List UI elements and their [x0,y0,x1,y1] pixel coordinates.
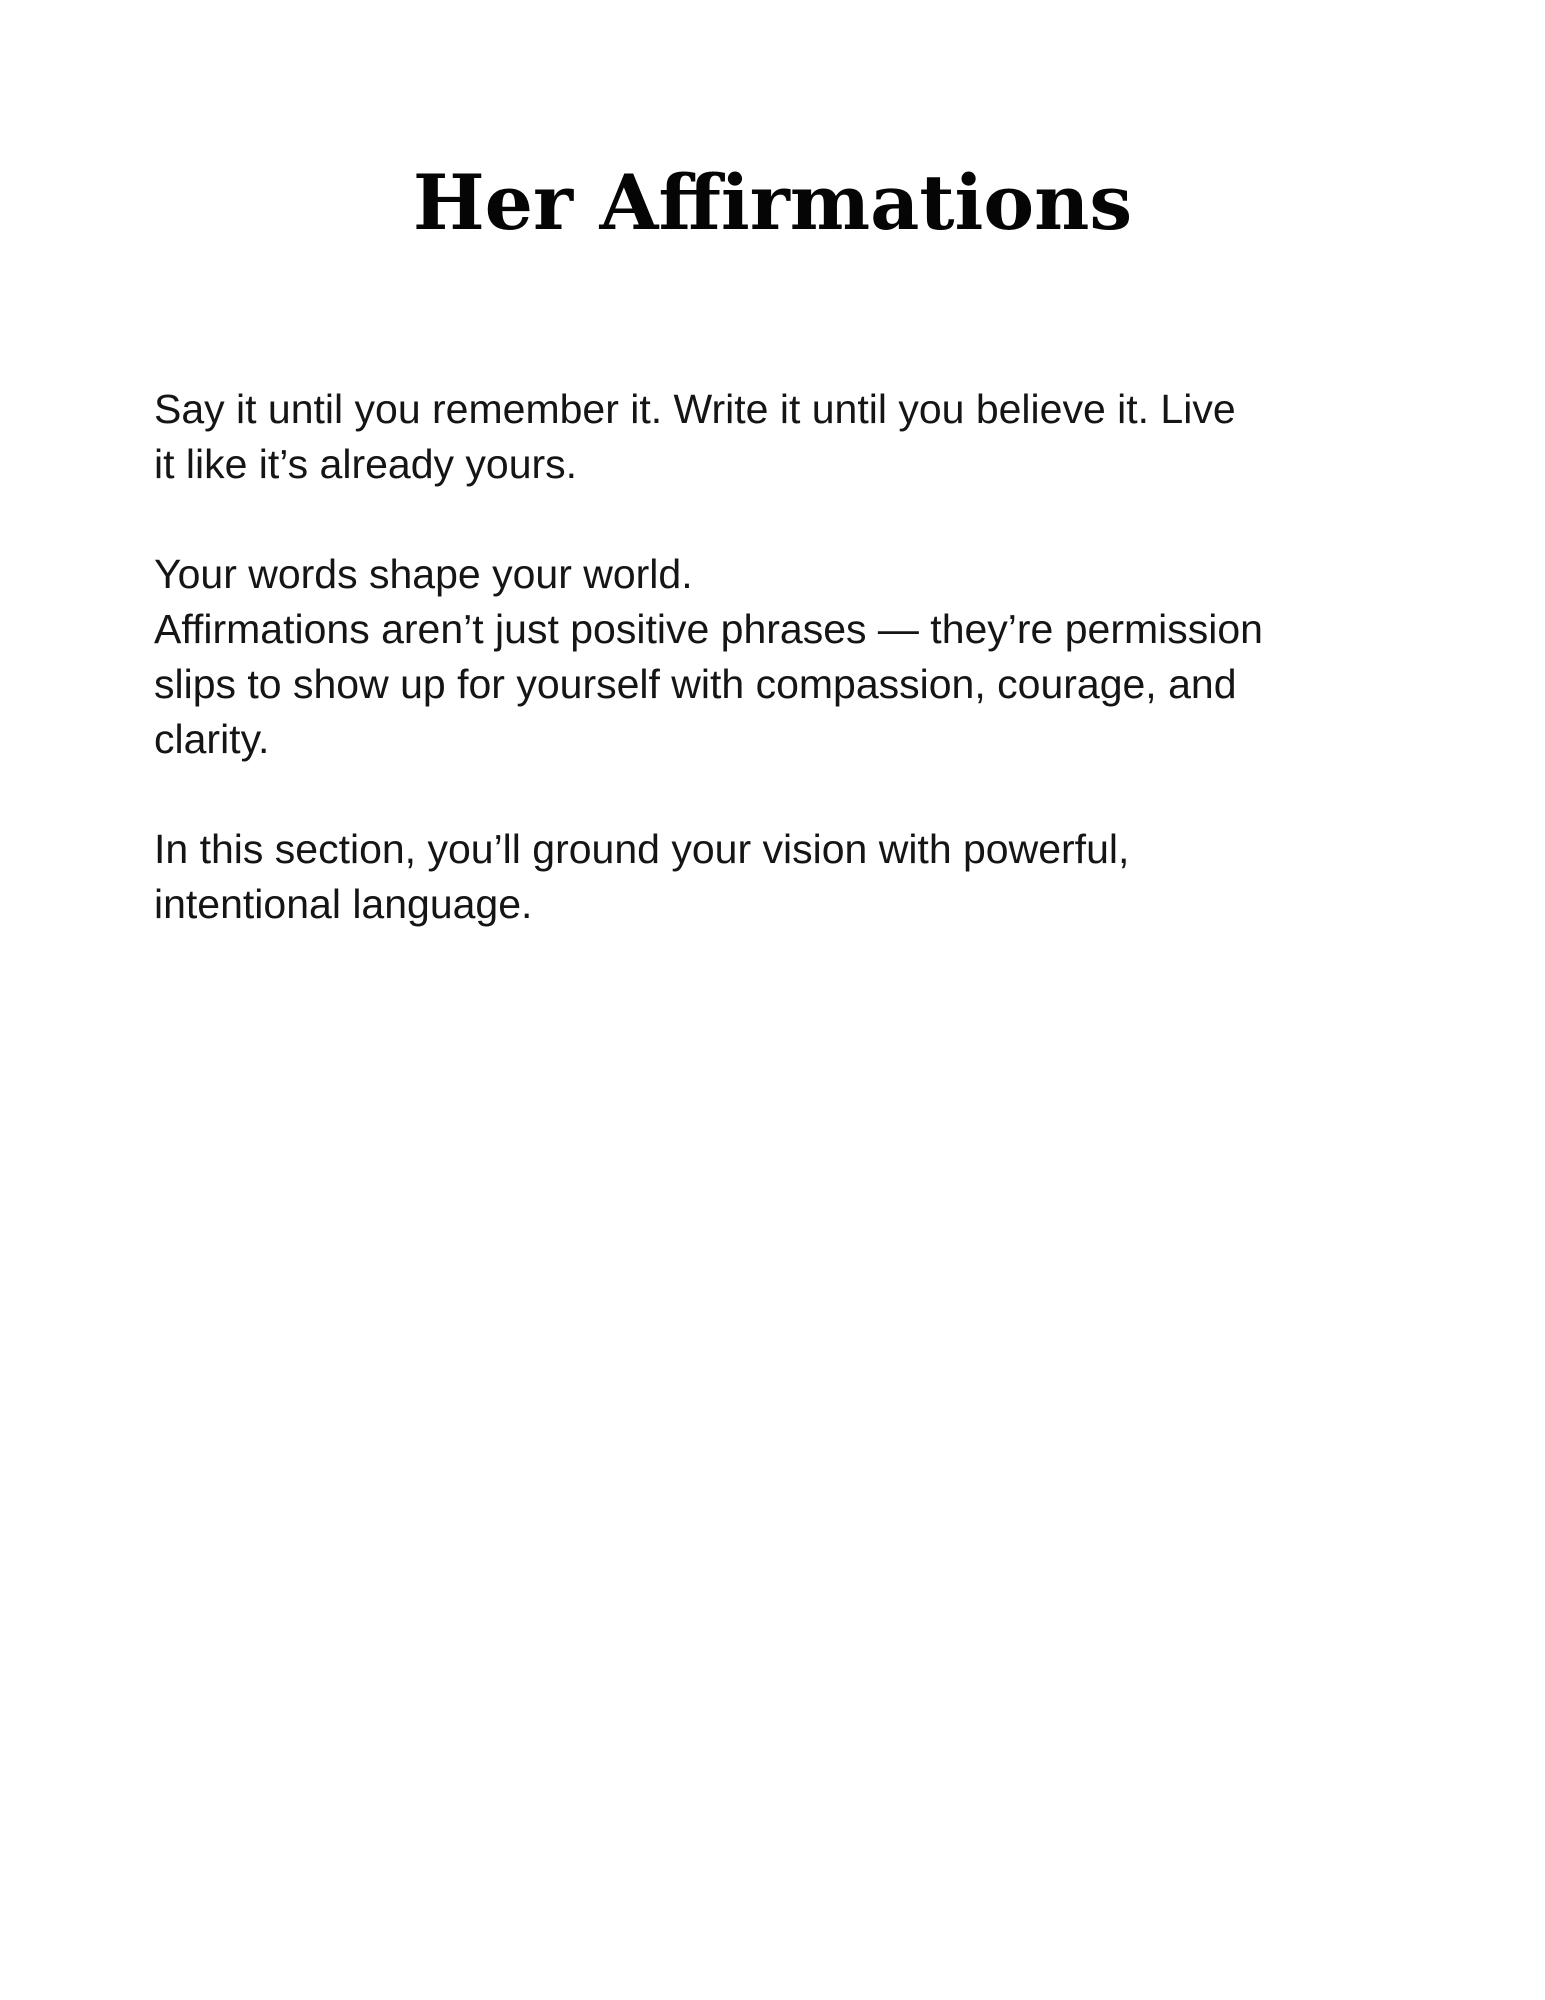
intro-paragraph [154,382,1394,492]
paragraph-line: Your words shape your world. [154,551,693,597]
section-paragraph [154,822,1394,932]
page-title: Her Affirmations [412,158,1133,247]
paragraph-line: slips to show up for yourself with compassion, courage, and [154,661,1237,707]
paragraph-spacing [154,492,1394,547]
paragraph-line: Affirmations aren’t just positive phrases — they’re permission [154,606,1263,652]
body-copy [154,382,1394,932]
paragraph-line: Say it until you remember it. Write it until you believe it. Live [154,386,1236,432]
words-paragraph [154,547,1394,767]
paragraph-line: clarity. [154,716,270,762]
paragraph-line: In this section, you’ll ground your vision with powerful, [154,826,1130,872]
paragraph-spacing [154,767,1394,822]
paragraph-line: intentional language. [154,881,533,927]
paragraph-line: it like it’s already yours. [154,441,578,487]
